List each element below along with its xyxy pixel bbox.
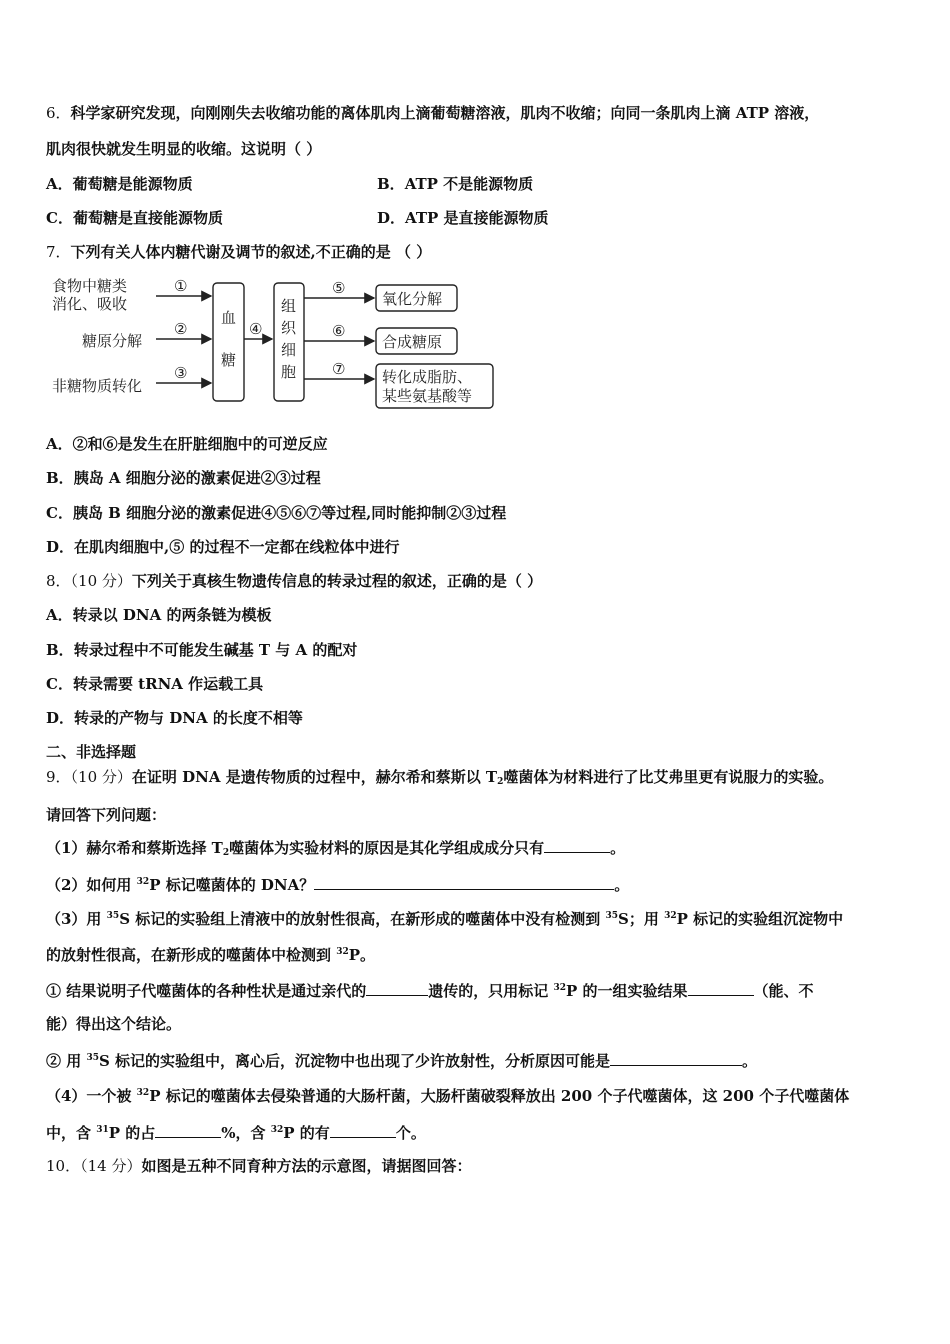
output-oxidation: 氧化分解: [382, 290, 443, 308]
q9-stem-line2: 请回答下列问题：: [46, 806, 167, 824]
q8-stem: 8．（10 分）下列关于真核生物遗传信息的转录过程的叙述，正确的是（ ）: [46, 572, 543, 590]
step-4-label: ④: [249, 320, 263, 338]
q9-stem-line1: 9．（10 分）在证明 DNA 是遗传物质的过程中，赫尔希和蔡斯以 $T_2$噬菌体为材料进行了比艾弗里更有说服力的实验。: [46, 768, 834, 787]
source-nonsugar: 非糖物质转化: [52, 377, 143, 395]
q9-conclusion1-line1: ① 结果说明子代噬菌体的各种性状是通过亲代的 遗传的，只用标记 $^{32}$P 的一组实验结果 （能、不: [46, 982, 814, 1000]
glucose-metabolism-diagram: [44, 271, 496, 413]
q8-option-b: B．转录过程中不可能发生碱基 T 与 A 的配对: [46, 641, 358, 659]
q7-stem: 7．下列有关人体内糖代谢及调节的叙述,不正确的是 （ ）: [46, 243, 432, 261]
answer-blank[interactable]: [330, 1123, 396, 1138]
q6-stem-line1: 6．科学家研究发现，向刚刚失去收缩功能的离体肌肉上滴葡萄糖溶液，肌肉不收缩；向同一条肌肉上滴 ATP 溶液，: [46, 104, 820, 122]
tissue-box-char1: 组: [281, 297, 297, 315]
answer-blank[interactable]: [610, 1051, 742, 1066]
q8-option-a: A．转录以 DNA 的两条链为模板: [46, 606, 272, 624]
blood-box-char1: 血: [221, 309, 237, 327]
q9-part2: （2）如何用 $^{32}$P 标记噬菌体的 DNA？ 。: [46, 876, 630, 894]
q6-number: 6．: [46, 104, 71, 122]
source-food-line2: 消化、吸收: [52, 295, 128, 313]
q6-stem-line2: 肌肉很快就发生明显的收缩。这说明（ ）: [46, 140, 322, 158]
q7-option-c: C．胰岛 B 细胞分泌的激素促进④⑤⑥⑦等过程,同时能抑制②③过程: [46, 504, 507, 522]
step-3-label: ③: [174, 364, 188, 382]
answer-blank[interactable]: [688, 981, 754, 996]
step-5-label: ⑤: [332, 279, 346, 297]
q7-number: 7．: [46, 243, 71, 261]
q7-option-b: B．胰岛 A 细胞分泌的激素促进②③过程: [46, 469, 321, 487]
q6-option-b: B．ATP 不是能源物质: [377, 175, 534, 193]
q9-conclusion2: ② 用 $^{35}$S 标记的实验组中，离心后，沉淀物中也出现了少许放射性，分析原因可能是 。: [46, 1052, 758, 1070]
q7-option-a: A．②和⑥是发生在肝脏细胞中的可逆反应: [46, 435, 328, 453]
q9-part4-line1: （4）一个被 $^{32}$P 标记的噬菌体去侵染普通的大肠杆菌，大肠杆菌破裂释放出 200 个子代噬菌体，这 200 个子代噬菌体: [46, 1087, 850, 1105]
step-6-label: ⑥: [332, 322, 346, 340]
step-7-label: ⑦: [332, 360, 346, 378]
section-heading: 二、非选择题: [46, 743, 137, 761]
q9-part3-line2: 的放射性很高，在新形成的噬菌体中检测到 $^{32}$P。: [46, 946, 376, 964]
q9-part1: （1）赫尔希和蔡斯选择 $T_2$噬菌体为实验材料的原因是其化学组成成分只有 。: [46, 839, 626, 858]
tissue-box-char4: 胞: [281, 363, 297, 381]
answer-blank[interactable]: [366, 981, 428, 996]
step-1-label: ①: [174, 277, 188, 295]
q6-option-a: A．葡萄糖是能源物质: [46, 175, 193, 193]
q10-stem: 10．（14 分）如图是五种不同育种方法的示意图，请据图回答：: [46, 1157, 472, 1175]
source-glycogen: 糖原分解: [82, 332, 143, 350]
q9-part4-line2: 中，含 $^{31}$P 的占 %，含 $^{32}$P 的有 个。: [46, 1124, 426, 1142]
output-conversion-line1: 转化成脂肪、: [382, 368, 473, 386]
q8-option-d: D．转录的产物与 DNA 的长度不相等: [46, 709, 303, 727]
tissue-box-char2: 织: [281, 319, 297, 337]
q6-option-d: D．ATP 是直接能源物质: [377, 209, 549, 227]
output-conversion-line2: 某些氨基酸等: [382, 387, 473, 405]
tissue-box-char3: 细: [281, 341, 297, 359]
source-food-line1: 食物中糖类: [52, 277, 128, 295]
q9-part3-line1: （3）用 $^{35}$S 标记的实验组上清液中的放射性很高，在新形成的噬菌体中没有检测到 $^{35}$S；用 $^{32}$P 标记的实验组沉淀物中: [46, 910, 844, 928]
q8-option-c: C．转录需要 tRNA 作运载工具: [46, 675, 264, 693]
answer-blank[interactable]: [155, 1123, 221, 1138]
output-glycogen: 合成糖原: [382, 333, 443, 351]
q9-conclusion1-line2: 能）得出这个结论。: [46, 1015, 182, 1033]
step-2-label: ②: [174, 320, 188, 338]
blood-sugar-box: [213, 283, 244, 401]
answer-blank[interactable]: [314, 875, 614, 890]
q7-option-d: D．在肌肉细胞中,⑤ 的过程不一定都在线粒体中进行: [46, 538, 400, 556]
q6-option-c: C．葡萄糖是直接能源物质: [46, 209, 223, 227]
answer-blank[interactable]: [544, 838, 610, 853]
blood-box-char2: 糖: [221, 351, 237, 369]
